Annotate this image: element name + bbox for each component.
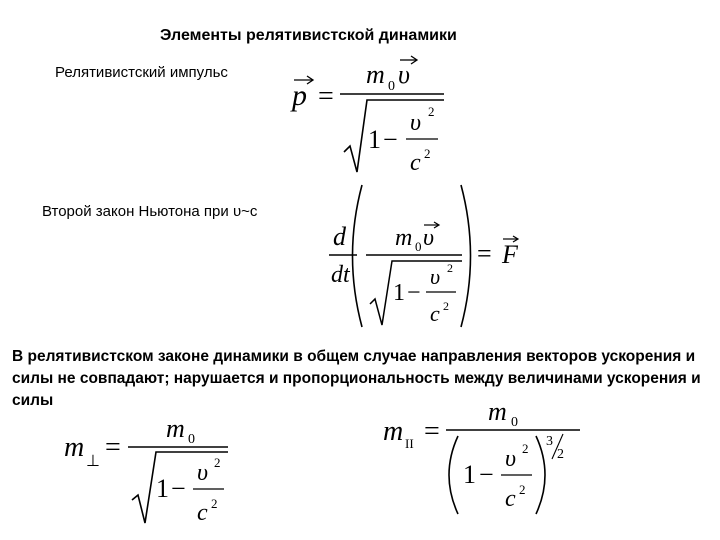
v-symbol: υ (197, 460, 209, 486)
subscript-zero: 0 (188, 432, 195, 447)
c-symbol: c (505, 486, 516, 512)
m-symbol: m (166, 414, 185, 443)
right-paren (536, 436, 545, 514)
d-symbol: d (333, 222, 346, 251)
equals-sign: = (318, 81, 334, 112)
exponent-two: 2 (443, 299, 449, 313)
subscript-zero: 0 (511, 415, 518, 430)
paragraph-text: В релятивистском законе динамики в общем случае направления векторов ускорения и силы не совпадают; нарушается и пропорциональность между величинами ускорения и силы (12, 348, 701, 409)
dt-symbol: dt (331, 262, 350, 288)
F-symbol: F (502, 240, 518, 269)
exponent-two: 2 (522, 441, 529, 456)
m-symbol: m (383, 416, 404, 447)
one-digit: 1 (156, 474, 169, 503)
minus-sign: − (479, 460, 494, 489)
v-symbol: υ (410, 110, 422, 136)
v-symbol: υ (423, 225, 435, 251)
equals-sign: = (477, 239, 492, 268)
exponent-two: 2 (424, 146, 431, 161)
exponent-two: 2 (428, 104, 435, 119)
exponent-two: 2 (447, 261, 453, 275)
equals-sign: = (105, 432, 121, 463)
one-digit: 1 (393, 280, 405, 306)
perp-subscript: ⊥ (86, 453, 100, 470)
subscript-zero: 0 (388, 79, 395, 94)
m-symbol: m (64, 432, 85, 463)
minus-sign: − (407, 280, 421, 306)
exponent-two: 2 (211, 496, 218, 511)
v-symbol: υ (398, 60, 410, 89)
m-symbol: m (395, 225, 413, 251)
power-numerator: 3 (546, 434, 553, 449)
c-symbol: c (410, 150, 421, 176)
slide-title: Элементы релятивистской динамики (160, 27, 457, 44)
one-digit: 1 (368, 125, 381, 154)
c-symbol: c (430, 301, 440, 326)
subscript-zero: 0 (415, 239, 422, 254)
power-denominator: 2 (557, 447, 564, 462)
one-digit: 1 (463, 460, 476, 489)
momentum-label: Релятивистский импульс (55, 64, 228, 81)
m-symbol: m (366, 60, 385, 89)
exponent-two: 2 (519, 482, 526, 497)
newton-law-label: Второй закон Ньютона при υ~c (42, 203, 258, 220)
parallel-subscript: II (405, 436, 414, 451)
equals-sign: = (424, 416, 440, 447)
v-symbol: υ (505, 446, 517, 472)
c-symbol: c (197, 500, 208, 526)
m-symbol: m (488, 397, 507, 426)
exponent-two: 2 (214, 455, 221, 470)
minus-sign: − (171, 474, 186, 503)
p-symbol: p (292, 79, 307, 112)
minus-sign: − (383, 125, 398, 154)
v-symbol: υ (430, 264, 441, 289)
left-paren (449, 436, 458, 514)
